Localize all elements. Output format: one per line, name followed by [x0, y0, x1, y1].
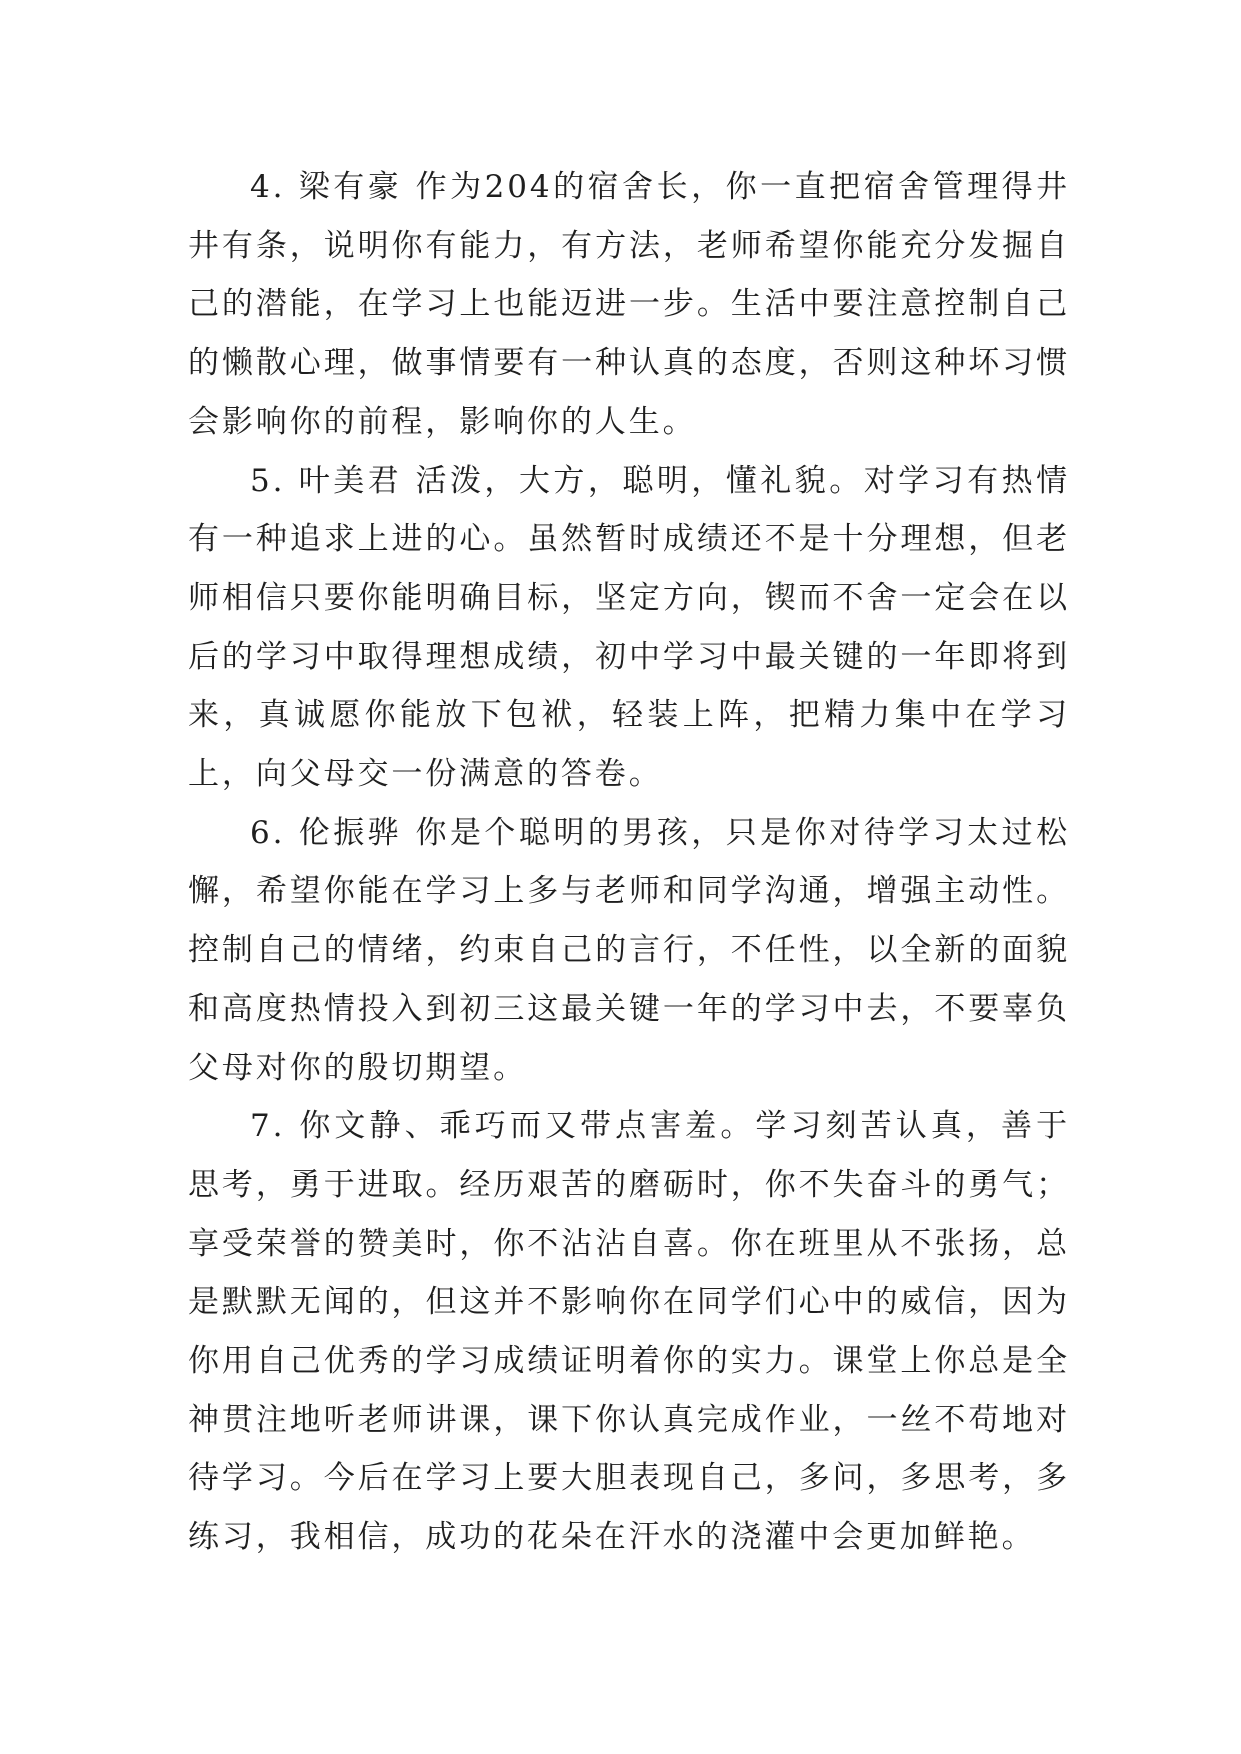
comment-paragraph-6: 6. 伦振骅 你是个聪明的男孩，只是你对待学习太过松懈，希望你能在学习上多与老师和同学沟通，增强主动性。控制自己的情绪，约束自己的言行，不任性，以全新的面貌和高度热情投入到初三这最关键一年的学习中去，不要辜负父母对你的殷切期望。	[188, 814, 1070, 1086]
document-body	[188, 158, 1070, 1567]
comment-paragraph-7: 7. 你文静、乖巧而又带点害羞。学习刻苦认真，善于思考，勇于进取。经历艰苦的磨砺时，你不失奋斗的勇气；享受荣誉的赞美时，你不沾沾自喜。你在班里从不张扬，总是默默无闻的，但这并不影响你在同学们心中的威信，因为你用自己优秀的学习成绩证明着你的实力。课堂上你总是全神贯注地听老师讲课，课下你认真完成作业，一丝不苟地对待学习。今后在学习上要大胆表现自己，多问，多思考，多练习，我相信，成功的花朵在汗水的浇灌中会更加鲜艳。	[188, 1108, 1070, 1556]
comment-paragraph-5: 5. 叶美君 活泼，大方，聪明，懂礼貌。对学习有热情有一种追求上进的心。虽然暂时成绩还不是十分理想，但老师相信只要你能明确目标，坚定方向，锲而不舍一定会在以后的学习中取得理想成绩，初中学习中最关键的一年即将到来，真诚愿你能放下包袱，轻装上阵，把精力集中在学习上，向父母交一份满意的答卷。	[188, 462, 1070, 793]
comment-paragraph-4: 4. 梁有豪 作为204的宿舍长，你一直把宿舍管理得井井有条，说明你有能力，有方法，老师希望你能充分发掘自己的潜能，在学习上也能迈进一步。生活中要注意控制自己的懒散心理，做事情要有一种认真的态度，否则这种坏习惯会影响你的前程，影响你的人生。	[188, 169, 1070, 440]
